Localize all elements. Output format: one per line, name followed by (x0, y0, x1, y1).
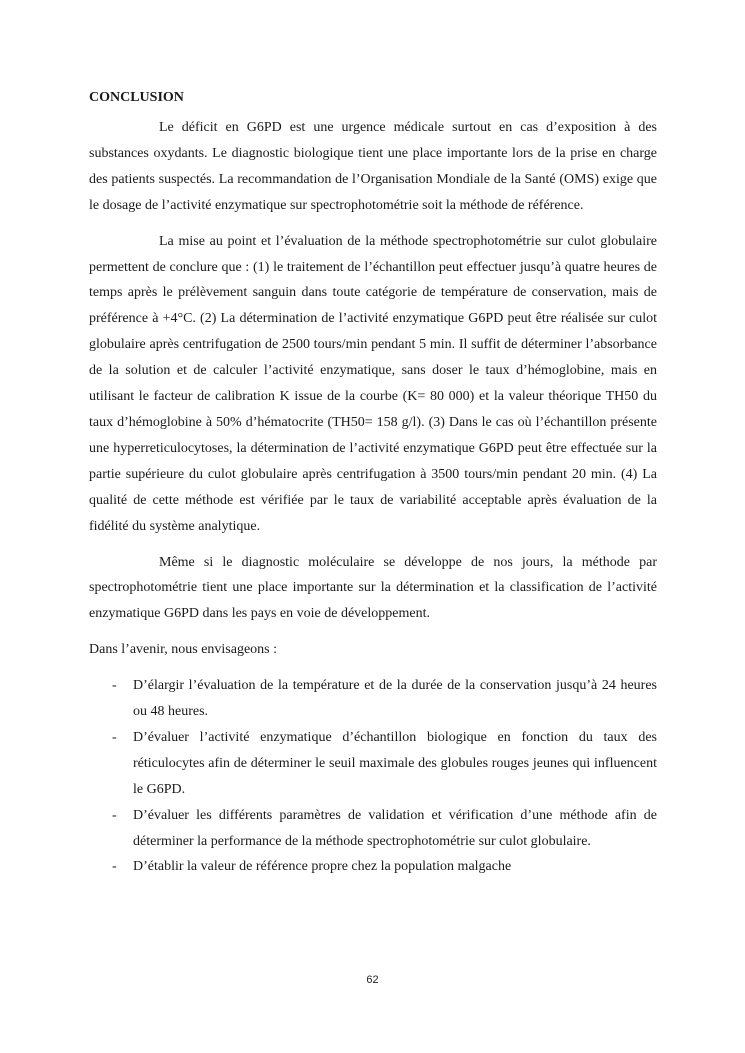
list-marker: - (112, 678, 117, 694)
list-item-text: D’évaluer les différents paramètres de validation et vérification d’une méthode afin de déterminer la performance de la méthode spectrophotométrie sur culot globulaire. (133, 807, 657, 849)
list-item (89, 803, 657, 855)
list-marker: - (112, 729, 117, 745)
perspectives-list (89, 673, 657, 880)
list-item-text: D’évaluer l’activité enzymatique d’échantillon biologique en fonction du taux des réticulocytes afin de déterminer le seuil maximale des globules rouges jeunes qui influencent le G6PD. (133, 729, 657, 797)
list-marker: - (112, 859, 117, 875)
list-item-text: D’élargir l’évaluation de la température et de la durée de la conservation jusqu’à 24 heures ou 48 heures. (133, 678, 657, 720)
list-item (89, 854, 657, 880)
section-heading: CONCLUSION (89, 90, 184, 105)
list-item (89, 725, 657, 803)
page-number: 62 (366, 974, 379, 986)
list-item-text: D’établir la valeur de référence propre chez la population malgache (133, 859, 512, 875)
paragraph-3: Même si le diagnostic moléculaire se développe de nos jours, la méthode par spectrophotométrie tient une place importante sur la détermination et la classification de l’activité enzymatique G6PD dans les pays en voie de développement. (89, 554, 657, 622)
intro-line: Dans l’avenir, nous envisageons : (89, 642, 278, 658)
paragraph-1: Le déficit en G6PD est une urgence médicale surtout en cas d’exposition à des substances oxydants. Le diagnostic biologique tient une place importante lors de la prise en charge des patients suspectés. La recommandation de l’Organisation Mondiale de la Santé (OMS) exige que le dosage de l’activité enzymatique sur spectrophotométrie soit la méthode de référence. (89, 120, 657, 213)
list-item (89, 673, 657, 725)
document-body (89, 88, 657, 880)
list-marker: - (112, 807, 117, 823)
paragraph-2: La mise au point et l’évaluation de la méthode spectrophotométrie sur culot globulaire permettent de conclure que : (1) le traitement de l’échantillon peut effectuer jusqu’à quatre heures de temps après le prélèvement sanguin dans toute catégorie de température de conservation, mais de préférence à +4°C. (2) La détermination de l’activité enzymatique G6PD peut être réalisée sur culot globulaire après centrifugation de 2500 tours/min pendant 5 min. Il suffit de déterminer l’absorbance de la solution et de calculer l’activité enzymatique, sans doser le taux d’hémoglobine, mais en utilisant le facteur de calibration K issue de la courbe (K= 80 000) et la valeur théorique TH50 du taux d’hémoglobine à 50% d’hématocrite (TH50= 158 g/l). (3) Dans le cas où l’échantillon présente une hyperreticulocytoses, la détermination de l’activité enzymatique G6PD peut être effectuée sur la partie supérieure du culot globulaire après centrifugation à 3500 tours/min pendant 20 min. (4) La qualité de cette méthode est vérifiée par le taux de variabilité acceptable après évaluation de la fidélité du système analytique. (89, 233, 657, 534)
